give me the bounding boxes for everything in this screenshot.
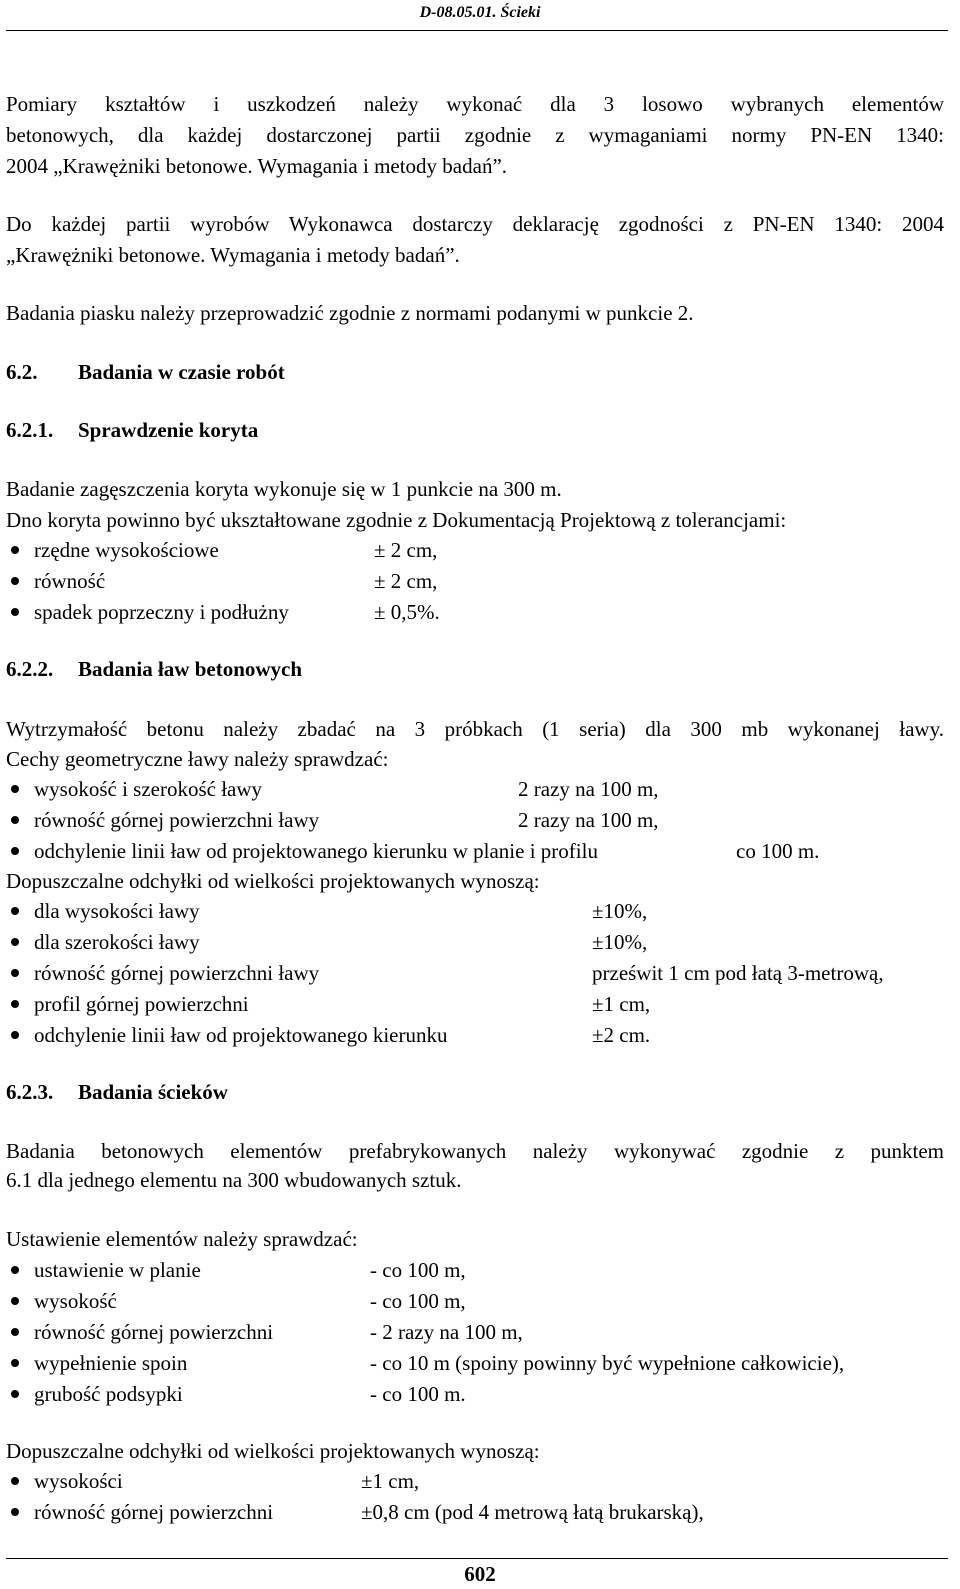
bullet-icon bbox=[11, 546, 19, 554]
list-item bbox=[6, 1466, 944, 1497]
section-number: 6.2. bbox=[6, 360, 38, 384]
bullet-icon bbox=[11, 1477, 19, 1485]
section-number: 6.2.1. bbox=[6, 418, 54, 442]
bullet-icon bbox=[11, 938, 19, 946]
paragraph-line: betonowych, dla każdej dostarczonej partii zgodnie z wymaganiami normy PN-EN 1340: bbox=[6, 123, 944, 147]
section-title: Badania ścieków bbox=[78, 1080, 228, 1104]
section-title: Sprawdzenie koryta bbox=[78, 418, 259, 442]
bullet-icon bbox=[11, 577, 19, 585]
item-value: ±10%, bbox=[592, 930, 648, 954]
section-heading bbox=[6, 1077, 228, 1108]
item-value: ± 0,5%. bbox=[374, 600, 440, 624]
item-label: spadek poprzeczny i podłużny bbox=[34, 600, 289, 624]
paragraph-line: Badanie zagęszczenia koryta wykonuje się w 1 punkcie na 300 m. bbox=[6, 477, 562, 501]
item-value: ±10%, bbox=[592, 899, 648, 923]
list-item bbox=[6, 989, 944, 1020]
item-value: co 100 m. bbox=[736, 839, 820, 863]
item-label: równość górnej powierzchni ławy bbox=[34, 961, 320, 985]
item-value: ± 2 cm, bbox=[374, 569, 438, 593]
item-label: równość górnej powierzchni bbox=[34, 1320, 274, 1344]
bullet-icon bbox=[11, 1031, 19, 1039]
item-value: ±1 cm, bbox=[361, 1469, 420, 1493]
list-item bbox=[6, 1020, 944, 1051]
list-item bbox=[6, 958, 944, 989]
item-value: ± 2 cm, bbox=[374, 538, 438, 562]
paragraph-line: Dopuszczalne odchyłki od wielkości projektowanych wynoszą: bbox=[6, 1439, 540, 1463]
bullet-icon bbox=[11, 1266, 19, 1274]
section-number: 6.2.3. bbox=[6, 1080, 54, 1104]
list-item bbox=[6, 774, 944, 805]
item-label: wysokość bbox=[34, 1289, 117, 1313]
bullet-icon bbox=[11, 1297, 19, 1305]
paragraph-line: Dopuszczalne odchyłki od wielkości projektowanych wynoszą: bbox=[6, 869, 540, 893]
bullet-icon bbox=[11, 969, 19, 977]
paragraph-line: Badania betonowych elementów prefabrykowanych należy wykonywać zgodnie z punktem bbox=[6, 1139, 944, 1163]
list-item bbox=[6, 1348, 944, 1379]
paragraph-line: „Krawężniki betonowe. Wymagania i metody badań”. bbox=[6, 243, 460, 267]
bullet-icon bbox=[11, 907, 19, 915]
bullet-icon bbox=[11, 1359, 19, 1367]
item-value: - co 100 m, bbox=[370, 1258, 466, 1282]
page-number: 602 bbox=[464, 1562, 496, 1586]
item-value: 2 razy na 100 m, bbox=[518, 777, 659, 801]
section-heading bbox=[6, 357, 285, 388]
section-title: Badania w czasie robót bbox=[78, 360, 285, 384]
item-value: - 2 razy na 100 m, bbox=[370, 1320, 523, 1344]
list-item bbox=[6, 805, 944, 836]
list-item bbox=[6, 896, 944, 927]
item-label: odchylenie linii ław od projektowanego kierunku bbox=[34, 1023, 448, 1047]
item-label: odchylenie linii ław od projektowanego kierunku w planie i profilu bbox=[34, 839, 598, 863]
bullet-icon bbox=[11, 1000, 19, 1008]
list-item bbox=[6, 566, 944, 597]
list-item bbox=[6, 1317, 944, 1348]
paragraph-line: 2004 „Krawężniki betonowe. Wymagania i metody badań”. bbox=[6, 154, 508, 178]
bullet-icon bbox=[11, 847, 19, 855]
item-label: grubość podsypki bbox=[34, 1382, 183, 1406]
item-value: - co 100 m, bbox=[370, 1289, 466, 1313]
list-item bbox=[6, 836, 944, 867]
item-value: ±1 cm, bbox=[592, 992, 651, 1016]
bullet-list bbox=[6, 1255, 944, 1410]
list-item bbox=[6, 1286, 944, 1317]
paragraph-line: Wytrzymałość betonu należy zbadać na 3 próbkach (1 seria) dla 300 mb wykonanej ławy. bbox=[6, 717, 944, 741]
list-item bbox=[6, 927, 944, 958]
bullet-icon bbox=[11, 785, 19, 793]
item-value: 2 razy na 100 m, bbox=[518, 808, 659, 832]
list-item bbox=[6, 1255, 944, 1286]
item-label: wysokość i szerokość ławy bbox=[34, 777, 263, 801]
bullet-icon bbox=[11, 816, 19, 824]
running-header: D-08.05.01. Ścieki bbox=[419, 4, 541, 21]
item-value: - co 100 m. bbox=[370, 1382, 466, 1406]
paragraph-line: Badania piasku należy przeprowadzić zgodnie z normami podanymi w punkcie 2. bbox=[6, 301, 694, 325]
item-label: wypełnienie spoin bbox=[34, 1351, 188, 1375]
list-item bbox=[6, 597, 944, 628]
paragraph-line: Ustawienie elementów należy sprawdzać: bbox=[6, 1227, 358, 1251]
paragraph-line: Cechy geometryczne ławy należy sprawdzać: bbox=[6, 747, 389, 771]
item-label: równość górnej powierzchni ławy bbox=[34, 808, 320, 832]
footer-rule bbox=[6, 1558, 948, 1559]
item-label: dla szerokości ławy bbox=[34, 930, 200, 954]
item-label: ustawienie w planie bbox=[34, 1258, 201, 1282]
bullet-icon bbox=[11, 608, 19, 616]
bullet-icon bbox=[11, 1508, 19, 1516]
item-value: ±0,8 cm (pod 4 metrową łatą brukarską), bbox=[361, 1500, 704, 1524]
header-rule bbox=[6, 30, 948, 31]
item-label: dla wysokości ławy bbox=[34, 899, 200, 923]
item-value: ±2 cm. bbox=[592, 1023, 651, 1047]
bullet-list bbox=[6, 774, 944, 867]
list-item bbox=[6, 535, 944, 566]
section-title: Badania ław betonowych bbox=[78, 657, 303, 681]
item-label: rzędne wysokościowe bbox=[34, 538, 219, 562]
section-number: 6.2.2. bbox=[6, 657, 54, 681]
bullet-icon bbox=[11, 1328, 19, 1336]
list-item bbox=[6, 1497, 944, 1528]
list-item bbox=[6, 1379, 944, 1410]
paragraph-line: Dno koryta powinno być ukształtowane zgodnie z Dokumentacją Projektową z tolerancjami: bbox=[6, 508, 787, 532]
bullet-list bbox=[6, 535, 944, 628]
item-value: - co 10 m (spoiny powinny być wypełnione całkowicie), bbox=[370, 1351, 845, 1375]
section-heading bbox=[6, 415, 258, 446]
paragraph-line: 6.1 dla jednego elementu na 300 wbudowanych sztuk. bbox=[6, 1168, 462, 1192]
item-label: wysokości bbox=[34, 1469, 123, 1493]
bullet-list bbox=[6, 896, 944, 1051]
paragraph-line: Pomiary kształtów i uszkodzeń należy wykonać dla 3 losowo wybranych elementów bbox=[6, 92, 944, 116]
section-heading bbox=[6, 654, 302, 685]
bullet-icon bbox=[11, 1390, 19, 1398]
item-label: profil górnej powierzchni bbox=[34, 992, 249, 1016]
paragraph-line: Do każdej partii wyrobów Wykonawca dostarczy deklarację zgodności z PN-EN 1340: 2004 bbox=[6, 212, 944, 236]
item-value: prześwit 1 cm pod łatą 3-metrową, bbox=[592, 961, 884, 985]
item-label: równość bbox=[34, 569, 106, 593]
item-label: równość górnej powierzchni bbox=[34, 1500, 274, 1524]
bullet-list bbox=[6, 1466, 944, 1528]
